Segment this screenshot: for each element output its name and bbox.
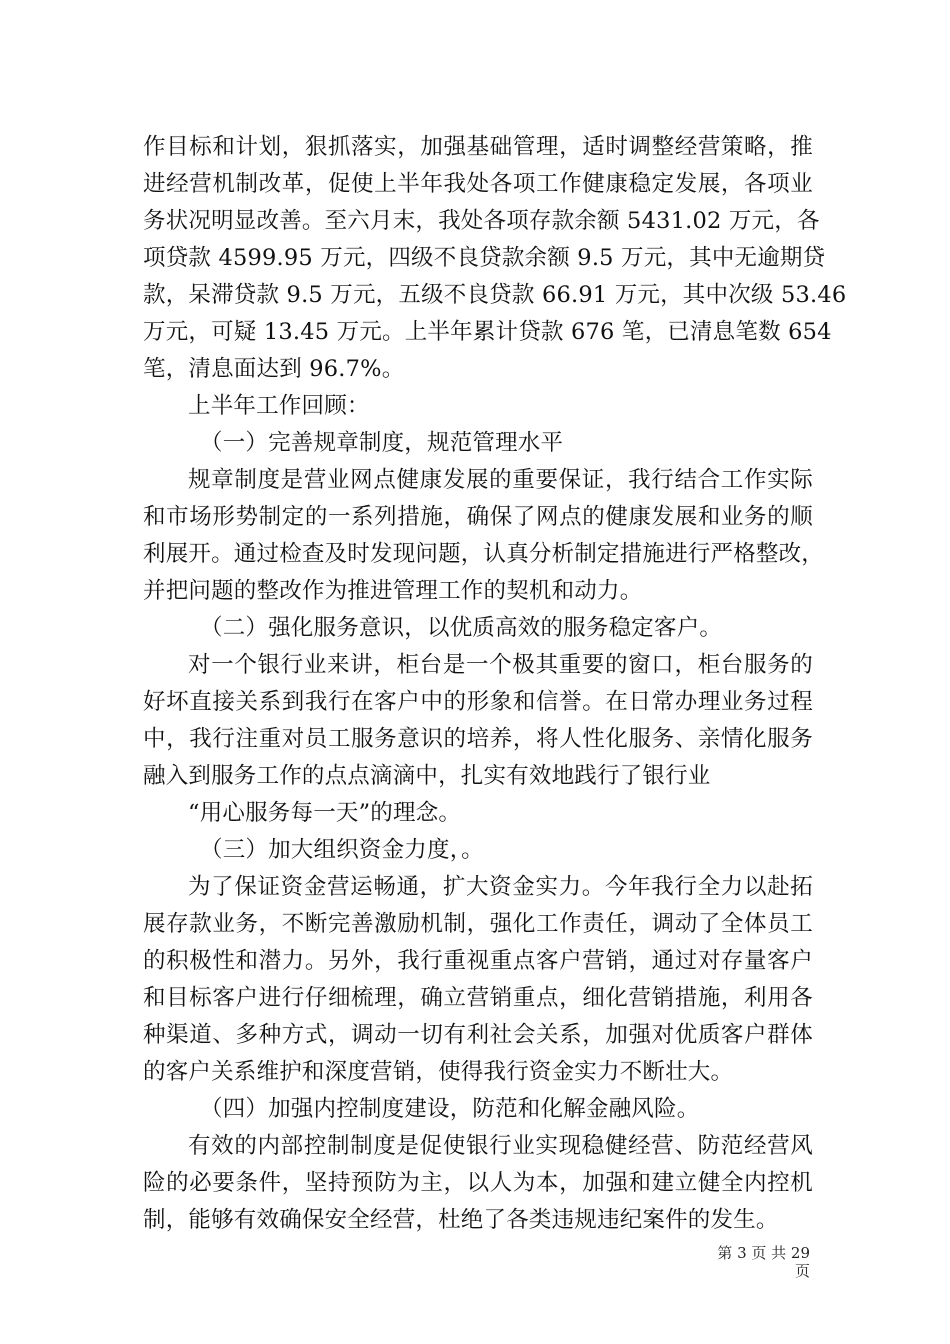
body-line: 有效的内部控制制度是促使银行业实现稳健经营、防范经营风 xyxy=(188,1133,813,1159)
body-line: 作目标和计划，狠抓落实，加强基础管理，适时调整经营策略，推 xyxy=(143,134,813,160)
body-line: 和目标客户进行仔细梳理，确立营销重点，细化营销措施，利用各 xyxy=(143,985,813,1011)
body-line: 万元，可疑 13.45 万元。上半年累计贷款 676 笔，已清息笔数 654 xyxy=(143,319,832,345)
section-heading-4: （四）加强内控制度建设，防范和化解金融风险。 xyxy=(200,1096,700,1122)
body-line: 好坏直接关系到我行在客户中的形象和信誉。在日常办理业务过程 xyxy=(143,689,813,715)
body-line: 款，呆滞贷款 9.5 万元，五级不良贷款 66.91 万元，其中次级 53.46 xyxy=(143,282,847,308)
section-heading-1: （一）完善规章制度，规范管理水平 xyxy=(200,430,564,456)
body-line: 为了保证资金营运畅通，扩大资金实力。今年我行全力以赴拓 xyxy=(188,874,813,900)
body-line: 务状况明显改善。至六月末，我处各项存款余额 5431.02 万元，各 xyxy=(143,208,820,234)
section-intro: 上半年工作回顾： xyxy=(188,393,370,419)
body-line: 对一个银行业来讲，柜台是一个极其重要的窗口，柜台服务的 xyxy=(188,652,813,678)
body-line: 险的必要条件，坚持预防为主，以人为本，加强和建立健全内控机 xyxy=(143,1170,813,1196)
section-heading-3: （三）加大组织资金力度，。 xyxy=(200,837,484,863)
body-line: 展存款业务，不断完善激励机制，强化工作责任，调动了全体员工 xyxy=(143,911,813,937)
body-line: 融入到服务工作的点点滴滴中，扎实有效地践行了银行业 xyxy=(143,763,711,789)
section-heading-2: （二）强化服务意识，以优质高效的服务稳定客户。 xyxy=(200,615,723,641)
page-number: 第 3 页 共 29 页 xyxy=(717,1244,810,1280)
body-line: 并把问题的整改作为推进管理工作的契机和动力。 xyxy=(143,578,643,604)
body-line: 规章制度是营业网点健康发展的重要保证，我行结合工作实际 xyxy=(188,467,813,493)
body-line: 的积极性和潜力。另外，我行重视重点客户营销，通过对存量客户 xyxy=(143,948,813,974)
body-line: 中，我行注重对员工服务意识的培养，将人性化服务、亲情化服务 xyxy=(143,726,813,752)
body-line: 种渠道、多种方式，调动一切有利社会关系，加强对优质客户群体 xyxy=(143,1022,813,1048)
body-line: 笔，清息面达到 96.7%。 xyxy=(143,356,405,382)
body-line: “用心服务每一天”的理念。 xyxy=(188,800,462,826)
body-line: 利展开。通过检查及时发现问题，认真分析制定措施进行严格整改， xyxy=(143,541,825,567)
body-line: 项贷款 4599.95 万元，四级不良贷款余额 9.5 万元，其中无逾期贷 xyxy=(143,245,826,271)
body-line: 进经营机制改革，促使上半年我处各项工作健康稳定发展，各项业 xyxy=(143,171,813,197)
body-line: 和市场形势制定的一系列措施，确保了网点的健康发展和业务的顺 xyxy=(143,504,813,530)
body-line: 的客户关系维护和深度营销，使得我行资金实力不断壮大。 xyxy=(143,1059,734,1085)
body-line: 制，能够有效确保安全经营，杜绝了各类违规违纪案件的发生。 xyxy=(143,1207,779,1233)
